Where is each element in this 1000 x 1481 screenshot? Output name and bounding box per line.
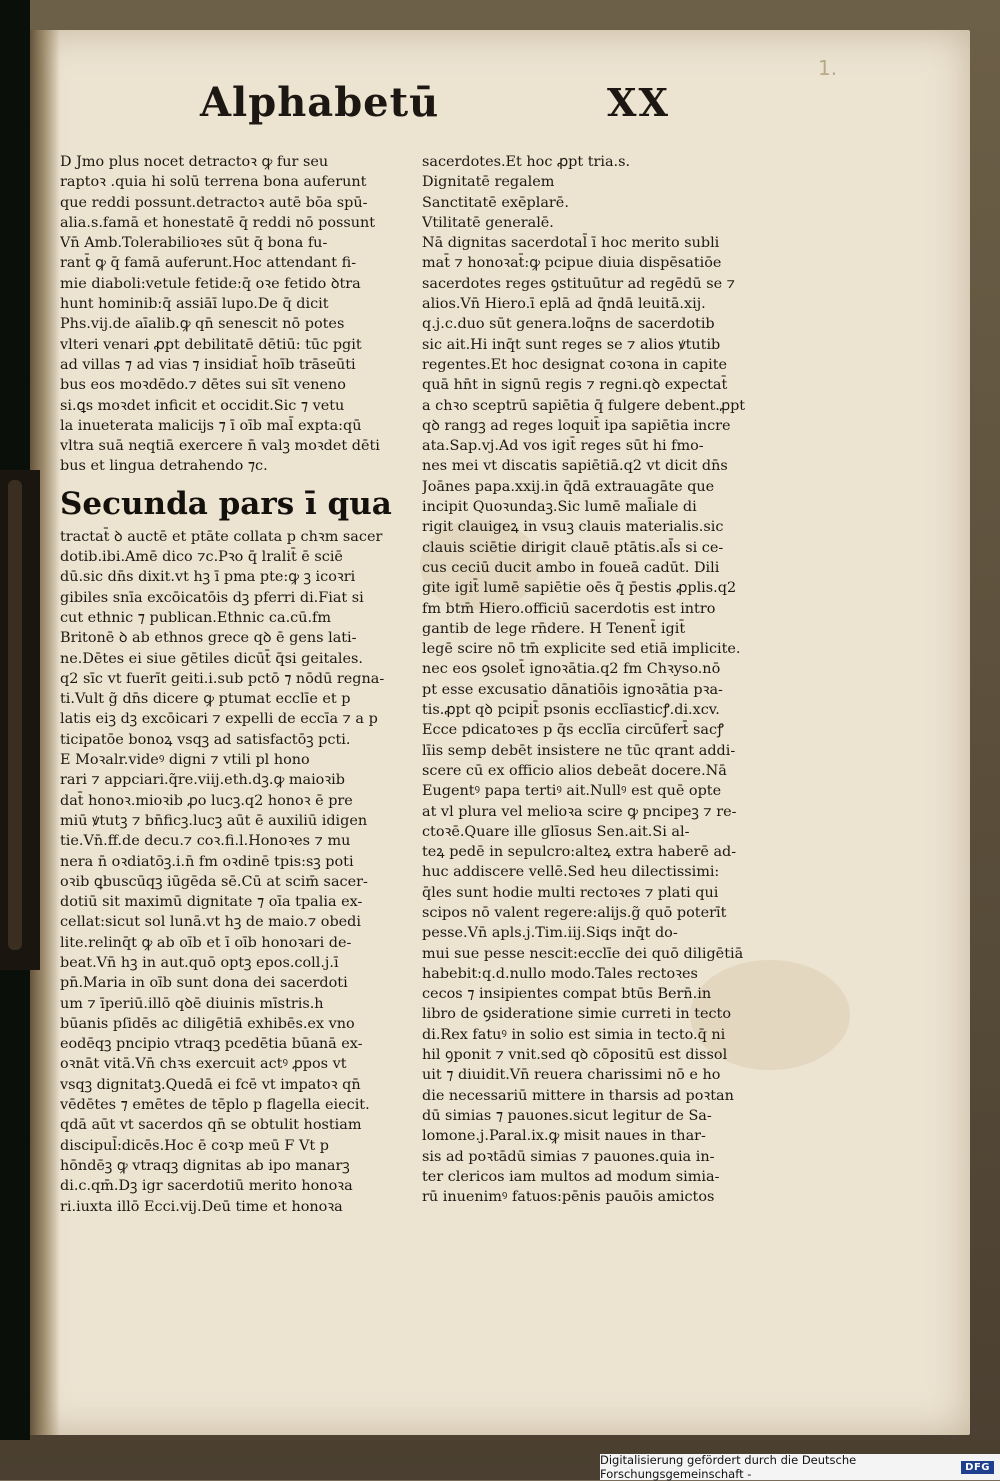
text-line: q̄les sunt hodie multi rectoꝛes ⁊ plati qui (422, 884, 719, 901)
text-line: habebit:q.d.nullo modo.Tales rectoꝛes (422, 965, 698, 982)
text-line: di.c.qm̄.Dꝫ igr sacerdotiū merito honoꝛa (60, 1178, 353, 1195)
text-line: at vl plura vel melioꝛa scire ꝙ pncipeꝫ ⁊ re- (422, 803, 737, 820)
text-line: vlteri venari ꝓpt debilitatē dētiū: tūc pgit (60, 336, 362, 353)
text-line: um ⁊ īperiū.illō qꝺē diuinis mīstris.h (60, 995, 324, 1012)
text-line: hōndēꝫ ꝙ vtraqꝫ dignitas ab ipo manarꝫ (60, 1157, 350, 1174)
text-line: hil ꝯponit ⁊ vnit.sed qꝺ cōpositū est dissol (422, 1047, 728, 1064)
digitization-credit-bar (600, 1454, 1000, 1480)
text-line: uit ⁊ diuidit.Vn̄ reuera charissimi nō e ho (422, 1067, 721, 1084)
text-line: tie.Vn̄.ff.de decu.⁊ coꝛ.fi.l.Honoꝛes ⁊ mu (60, 833, 351, 850)
text-line: ne.Dētes ei siue gētiles dicūt̄ q̄si geitales. (60, 650, 363, 667)
text-line: Eugentꝰ papa tertiꝰ ait.Nullꝰ est quē opte (422, 783, 722, 800)
text-line: ri.iuxta illō Ecci.vij.Deū time et honoꝛa (60, 1198, 343, 1215)
text-line: sis ad poꝛtādū simias ⁊ pauones.quia in- (422, 1148, 715, 1165)
text-line: vsqꝫ dignitatꝫ.Quedā ei fcē vt impatoꝛ qn̄ (60, 1076, 361, 1093)
text-line: miū ꝟtutꝫ ⁊ bn̄ficꝫ.lucꝫ aūt ē auxiliū idigen (60, 812, 368, 829)
text-line: mat̄ ⁊ honoꝛat̄:ꝙ pcipue diuia dispēsatiōe (422, 255, 722, 272)
text-line: cus ceciū ducit ambo in foueā cadūt. Dili (422, 559, 720, 576)
text-line: alios.Vn̄ Hiero.ī eplā ad q̄ndā leuitā.xij. (422, 296, 706, 313)
text-line: cellat:sicut sol lunā.vt hꝫ de maio.⁊ obedi (60, 914, 361, 931)
running-title: Alphabetū (200, 78, 440, 126)
text-line: pn̄.Maria in oīb sunt dona dei sacerdoti (60, 975, 348, 992)
text-line: raptoꝛ .quia hi solū terrena bona auferunt (60, 174, 367, 191)
text-line: pt esse excusatio dānatiōis ignoꝛātia pꝛa- (422, 681, 723, 698)
text-line: teꝝ pedē in sepulcro:alteꝝ extra haberē ad- (422, 844, 737, 861)
text-line: Nā dignitas sacerdotal̄ ī hoc merito subli (422, 235, 720, 252)
text-line: quā hn̄t in signū regis ⁊ regni.qꝺ expectat̄ (422, 377, 728, 394)
text-line: ti.Vult g̃ dn̄s dicere ꝙ ptumat ecclīe et p (60, 691, 351, 708)
text-line: ata.Sap.vj.Ad vos igit̄ reges sūt hi fmo- (422, 438, 704, 455)
text-line: que reddi possunt.detractoꝛ autē bōa spū- (60, 194, 368, 211)
text-line: pesse.Vn̄ apls.j.Tim.iij.Siqs inq̄t do- (422, 925, 678, 942)
text-line: cut ethnic ⁊ publican.Ethnic ca.cū.fm (60, 609, 332, 626)
text-line: bus eos moꝛdēdo.⁊ dētes sui sīt veneno (60, 377, 346, 394)
text-line: Sanctitatē exēplarē. (422, 194, 569, 211)
text-line: Vn̄ Amb.Tolerabilioꝛes sūt q̄ bona fu- (60, 235, 328, 252)
text-line: rant̄ ꝙ q̄ famā auferunt.Hoc attendant fi- (60, 255, 357, 272)
text-line: sacerdotes reges ꝯstituūtur ad regēdū se ⁊ (422, 275, 735, 292)
text-line: scere cū ex officio alios debeāt docere.Nā (422, 762, 727, 779)
credit-text: Digitalisierung gefördert durch die Deutsche Forschungsgemeinschaft - (600, 1453, 857, 1481)
text-line: ter clericos iam multos ad modum simia- (422, 1168, 720, 1185)
text-line: tis.ꝓpt qꝺ pcipit̄ psonis ecclīasticꝭ.di.xcv. (422, 702, 720, 719)
dfg-logo: DFG (961, 1461, 994, 1474)
text-line: dotiū sit maximū dignitate ⁊ oīa tpalia ex- (60, 894, 363, 911)
text-line: bus et lingua detrahendo ⁊c. (60, 458, 268, 475)
text-line: qdā aūt vt sacerdos qn̄ se obtulit hostiam (60, 1117, 362, 1134)
text-line: D Jmo plus nocet detractoꝛ ꝙ fur seu (60, 154, 329, 170)
text-line: ticipatōe bonoꝝ vsqꝫ ad satisfactōꝫ pcti. (60, 731, 351, 748)
text-line: tractat̄ ꝺ auctē et ptāte collata p chꝛm sacer (60, 528, 383, 545)
text-line: Ecce pdicatoꝛes p q̄s ecclīa circūfert̄ sacꝭ (422, 722, 724, 739)
text-line: oꝛib ꝗbuscūqꝫ iūgēda sē.Cū at scim̄ sacer- (60, 873, 368, 890)
left-text-column (60, 152, 405, 1217)
text-line: incipit Quoꝛundaꝫ.Sic lumē mal̄iale di (422, 499, 697, 516)
text-line: nera n̄ oꝛdiatōꝫ.i.n̄ fm oꝛdinē tpis:sꝫ poti (60, 853, 354, 870)
text-line: qꝺ rangꝫ ad reges loquit̄ ipa sapiētia incre (422, 417, 731, 434)
text-line: gantib de lege rn̄dere. H Tenent̄ igit̄ (422, 620, 686, 637)
text-line: Joānes papa.xxij.in q̄dā extrauagāte que (422, 478, 715, 495)
text-line: regentes.Et hoc designat coꝛona in capite (422, 356, 728, 373)
text-line: rū inuenimꝰ fatuos:pēnis pauōis amictos (422, 1189, 715, 1206)
text-line: beat.Vn̄ hꝫ in aut.quō optꝫ epos.coll.j.ī (60, 954, 339, 971)
text-line: clauis sciētie dirigit clauē ptātis.al̄s si ce- (422, 539, 724, 556)
text-line: nec eos ꝯsolet̄ ignoꝛātia.q2 fm Chꝛyso.nō (422, 661, 721, 678)
folio-number: XX (607, 79, 670, 125)
text-line: nes mei vt discatis sapiētiā.q2 vt dicit dn̄s (422, 458, 728, 475)
text-line: būanis pſidēs ac diligētiā exhibēs.ex vno (60, 1015, 355, 1032)
text-line: vēdētes ⁊ emētes de tēplo p flagella eiecit. (60, 1097, 370, 1114)
text-line: fm btm̄ Hiero.officiū sacerdotis est intro (422, 600, 716, 617)
binding-cord (8, 480, 22, 950)
text-line: E Moꝛalr.videꝰ digni ⁊ vtili pl hono (60, 752, 310, 769)
text-line: mie diaboli:vetule fetide:q̄ oꝛe fetido ꝺtra (60, 275, 361, 292)
page-header (200, 72, 670, 132)
text-line: la inueterata malicijs ⁊ ī oīb mal̄ expta:qū (60, 417, 362, 434)
text-line: rigit clauigeꝝ in vsuꝫ clauis materialis.sic (422, 519, 724, 536)
text-line: lite.relinq̄t ꝙ ab oīb et ī oīb honoꝛari de- (60, 934, 352, 951)
text-line: scipos nō valent regere:alijs.g̃ quō poterīt (422, 904, 727, 921)
text-line: ctoꝛē.Quare ille glīosus Sen.ait.Si al- (422, 823, 690, 840)
text-line: Phs.vij.de aīalib.ꝙ qn̄ senescit nō potes (60, 316, 345, 333)
text-line: eodēqꝫ pncipio vtraqꝫ pcedētia būanā ex- (60, 1036, 363, 1053)
text-line: lomone.j.Paral.ix.ꝙ misit naues in thar- (422, 1128, 706, 1145)
text-line: gibiles snīa excōicatōis dꝫ pferri di.Fiat si (60, 589, 364, 606)
text-line: a chꝛo sceptrū sapiētia q̄ fulgere debent.ꝓpt (422, 397, 746, 414)
text-line: hunt hominib:q̄ assiāī lupo.De q̄ dicit (60, 296, 329, 313)
text-line: līis semp debēt insistere ne tūc qrant addi- (422, 742, 736, 759)
right-text-column (422, 152, 767, 1207)
text-line: die necessariū mittere in tharsis ad poꝛtan (422, 1087, 734, 1104)
text-line: cecos ⁊ insipientes compat btūs Bern̄.in (422, 986, 712, 1003)
text-line: dat̄ honoꝛ.mioꝛib ꝓo lucꝫ.q2 honoꝛ ē pre (60, 792, 353, 809)
text-line: sic ait.Hi inq̄t sunt reges se ⁊ alios ꝟtutib (422, 336, 721, 353)
text-line: sacerdotes.Et hoc ꝓpt tria.s. (422, 154, 631, 170)
text-line: dū simias ⁊ pauones.sicut legitur de Sa- (422, 1107, 712, 1124)
text-line: dū.sic dn̄s dixit.vt hꝫ ī pma pte:ꝙ ꝫ icoꝛri (60, 569, 356, 586)
section-heading: Secunda pars ī qua (60, 485, 392, 522)
text-line: gite igit̄ lumē sapiētie oēs q̄ p̄estis ꝓplis.q2 (422, 580, 737, 597)
text-line: mui sue pesse nescit:ecclīe dei quō diligētiā (422, 945, 744, 962)
text-line: vltra suā neqtiā exercere n̄ valꝫ moꝛdet dēti (60, 438, 380, 455)
text-line: q.j.c.duo sūt genera.loq̄ns de sacerdotib (422, 316, 715, 333)
text-line: alia.s.famā et honestatē q̄ reddi nō possunt (60, 214, 376, 231)
text-line: latis eiꝫ dꝫ excōicari ⁊ expelli de eccīa ⁊ a p (60, 711, 378, 728)
text-line: Dignitatē regalem (422, 174, 555, 191)
text-line: dotib.ibi.Amē dico ⁊c.Pꝛo q̄ lralit̄ ē sciē (60, 549, 343, 566)
text-line: libro de ꝯsideratione simie curreti in tecto (422, 1006, 732, 1023)
pencil-annotation: 1. (818, 56, 838, 80)
text-line: ad villas ⁊ ad vias ⁊ insidiat̄ hoīb trāseūti (60, 356, 356, 373)
text-line: di.Rex fatuꝰ in solio est simia in tecto.q̄ ni (422, 1026, 726, 1043)
text-line: legē scire nō tm̄ explicite sed etiā implicite. (422, 641, 741, 658)
text-line: si.ꝗs moꝛdet inficit et occidit.Sic ⁊ vetu (60, 397, 345, 414)
text-line: huc addiscere vellē.Sed heu dilectissimi: (422, 864, 720, 881)
text-line: Vtilitatē generalē. (422, 214, 554, 231)
text-line: rari ⁊ appciari.q̃re.viij.eth.dꝫ.ꝙ maioꝛib (60, 772, 345, 789)
text-line: Britonē ꝺ ab ethnos grece qꝺ ē gens lati- (60, 630, 357, 647)
text-line: oꝛnāt vitā.Vn̄ chꝛs exercuit actꝰ ꝓpos vt (60, 1056, 347, 1073)
text-line: discipul̄:dicēs.Hoc ē coꝛp meū F Vt p (60, 1137, 329, 1154)
text-line: q2 sīc vt fuerīt geiti.i.sub pctō ⁊ nōdū regna- (60, 670, 385, 687)
